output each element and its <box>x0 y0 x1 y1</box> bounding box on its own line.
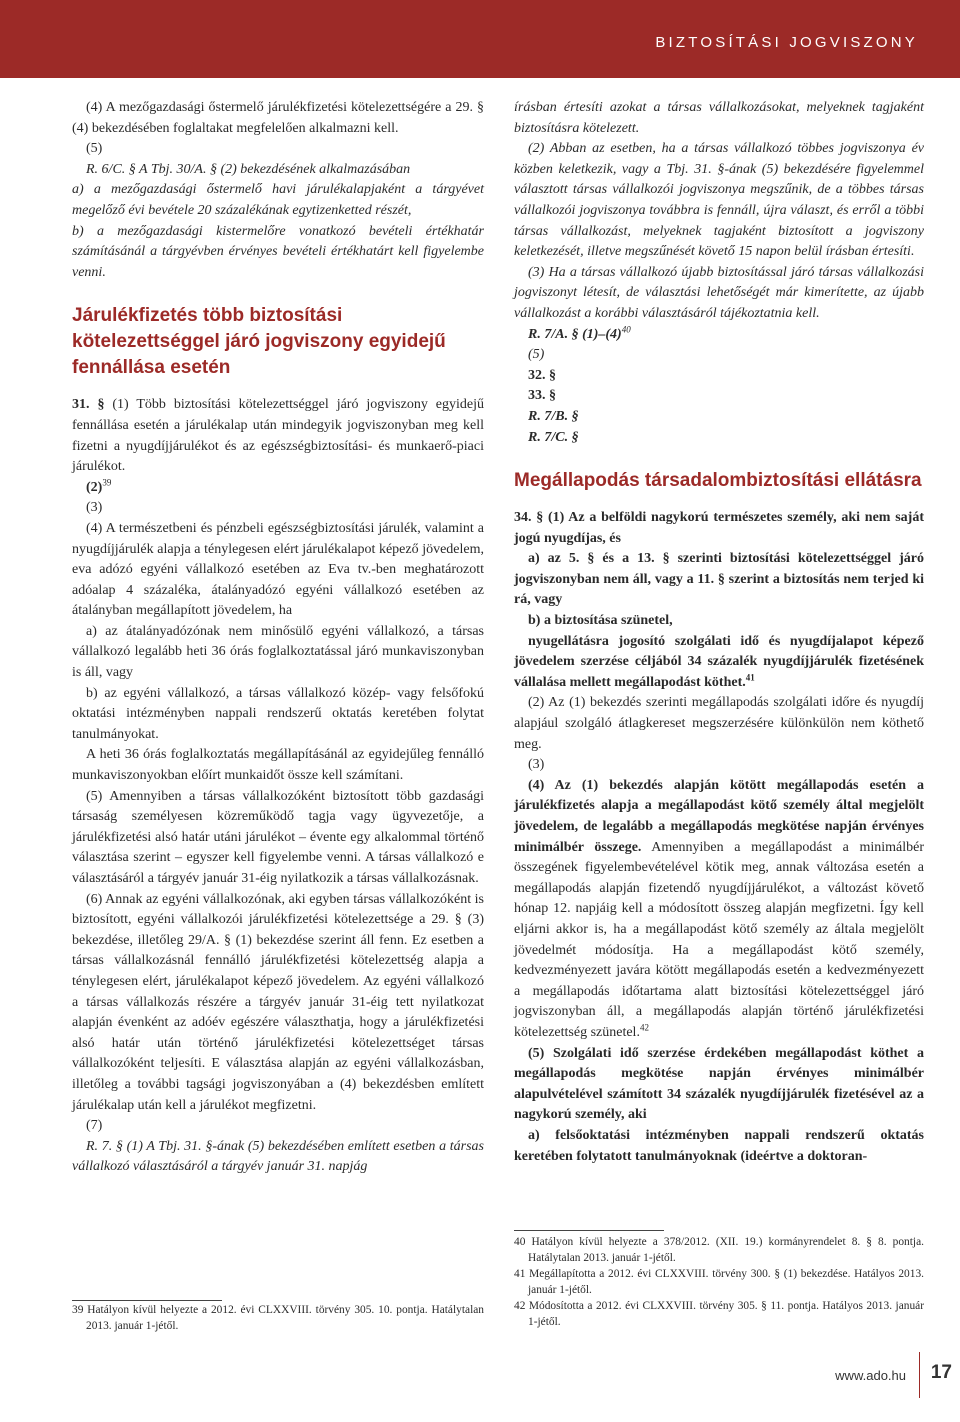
footnote: 40 Hatályon kívül helyezte a 378/2012. (XII. 19.) kormányrendelet 8. § 8. pontja. Hatálytalan 2013. január 1-jétől. <box>514 1236 924 1264</box>
paragraph: (3) Ha a társas vállalkozó újabb biztosítással járó társas vállalkozási jogviszonyt létesít, de választási lehetőségét már kimerítette, az újabb vállalkozást a korábbi választásáról tájékoztatnia kell. <box>514 264 924 321</box>
paragraph: (5) Amennyiben a társas vállalkozóként biztosított több gazdasági társaság személyesen közreműködő tagja vagy ügyvezetője, a járulékfizetési alsó határ utáni járulékot – évente egy alkalommal történő választása szerint – egyszer kell figyelembe venni. A társas vállalkozó e választásáról a tárgyév január 31-éig nyilatkozik a társas vállalkozásnak. <box>72 788 484 886</box>
paragraph: A heti 36 órás foglalkoztatás megállapításánál az egyidejűleg fennálló munkaviszonyokban előírt munkaidőt össze kell számítani. <box>72 747 484 784</box>
footnote: 42 Módosította a 2012. évi CLXXVIII. törvény 305. § 11. pontja. Hatályos 2013. január 1-jétől. <box>514 1300 924 1328</box>
paragraph: (3) <box>86 500 103 516</box>
paragraph: (4) A mezőgazdasági őstermelő járulékfizetési kötelezettségére a 29. § (4) bekezdésében foglaltakat megfelelően alkalmazni kell. <box>72 100 484 136</box>
regulation-ref: R. 7. § (1) A Tbj. 31. §-ának (5) bekezdésében említett esetben a társas vállalkozó választásáról a tárgyév január 31. napjág <box>72 1138 484 1175</box>
running-header-title: BIZTOSÍTÁSI JOGVISZONY <box>655 34 918 51</box>
section-number: 31. § <box>72 397 105 413</box>
footnote-marker: 40 <box>621 323 631 334</box>
regulation-ref: (5) <box>528 347 545 363</box>
list-item: a) az átalányadózónak nem minősülő egyéni vállalkozó, a társas vállalkozó legalább heti 36 órás foglalkoztatással járó munkaviszonyban is áll, vagy <box>72 623 484 681</box>
regulation-ref-text: R. 7/A. § (1)–(4) <box>528 326 622 342</box>
regulation-ref: R. 7/C. § <box>528 429 579 445</box>
regulation-ref: R. 7/B. § <box>528 408 579 424</box>
footnote-rule <box>72 1300 222 1301</box>
paragraph <box>514 632 924 694</box>
footnote-marker: 39 <box>102 477 112 488</box>
paragraph <box>72 395 484 477</box>
regulation-ref <box>514 325 924 346</box>
paragraph: (5) <box>86 141 103 157</box>
paragraph: írásban értesíti azokat a társas vállalkozásokat, melyeknek tagjaként biztosításra kötelezett. <box>514 100 924 136</box>
footnotes-right <box>514 1234 924 1330</box>
footer-url: www.ado.hu <box>835 1368 906 1383</box>
paragraph: 34. § (1) Az a belföldi nagykorú természetes személy, aki nem saját jogú nyugdíjas, és <box>514 510 924 546</box>
left-column <box>72 98 484 1178</box>
subsection-label: (2) <box>86 479 103 495</box>
paragraph: (7) <box>86 1118 103 1134</box>
paragraph <box>72 478 484 499</box>
list-item: a) a mezőgazdasági őstermelő havi járulékalapjaként a tárgyévet megelőző évi bevétele 20 százalékának egytizenketted részét, <box>72 182 484 218</box>
footnotes-left <box>72 1302 484 1334</box>
list-item: b) a biztosítása szünetel, <box>528 613 673 629</box>
list-item: a) az 5. § és a 13. § szerinti biztosítási kötelezettséggel járó jogviszonyban nem áll, vagy a 11. § szerint a biztosítás nem terjed ki rá, vagy <box>514 551 924 608</box>
list-item: a) felsőoktatási intézményben nappali rendszerű oktatás keretében folytatott tanulmányoknak (ideértve a doktoran- <box>514 1127 924 1164</box>
paragraph-bold-text: (4) Az (1) bekezdés alapján kötött megállapodás esetén a járulékfizetés alapja a megállapodást kötő személy által megjelölt jövedelem, de legalább a megállapodás megkötése napján érvényes minimálbér összege. <box>514 777 924 855</box>
right-column <box>514 98 924 1167</box>
paragraph <box>514 776 924 1044</box>
paragraph-text: (1) Több biztosítási kötelezettséggel járó jogviszony egyidejű fennállása esetén a járulékalap után mindegyik jogviszonyban meg kell fizetni a nyugdíjjárulékot és az egészségbiztosítási- és munkaerő-piaci járulékot. <box>72 397 484 475</box>
list-item: b) az egyéni vállalkozó, a társas vállalkozó közép- vagy felsőfokú oktatási intézményben nappali rendszerű oktatás keretében folytat tanulmányokat. <box>72 685 484 742</box>
footnote: 39 Hatályon kívül helyezte a 2012. évi CLXXVIII. törvény 305. 10. pontja. Hatálytalan 2013. január 1-jétől. <box>72 1304 484 1332</box>
paragraph-text: nyugellátásra jogosító szolgálati idő és nyugdíjalapot képező jövedelem szerzése céljából 34 százalék nyugdíjjárulék fizetésének vállalása mellett megállapodást köthet. <box>514 633 924 690</box>
footnote-marker: 42 <box>639 1022 649 1033</box>
page-number: 17 <box>930 1362 952 1383</box>
regulation-ref: R. 6/C. § A Tbj. 30/A. § (2) bekezdésének alkalmazásában <box>86 161 411 177</box>
footnote: 41 Megállapította a 2012. évi CLXXVIII. törvény 300. § (1) bekezdése. Hatályos 2013. január 1-jétől. <box>514 1268 924 1296</box>
paragraph-text: Amennyiben a megállapodást a minimálbér összegének figyelembevételével kötik meg, annak változása esetén a megállapodás alapján fizetendő nyugdíjjárulékot, a változást követő hónap 12. napjáig kell a módosított összeg alapján megfizetni. Így kell eljárni akkor is, ha a megállapodást kötő személy az általa megjelölt jövedelmét módosítja. Ha a megállapodást kötő személy, kedvezményezett javára kötött megállapodás esetén a kedvezményezett a megállapodás időtartama alatt biztosítási kötelezettséggel járó jogviszonyban áll, a megállapodás alapján történő járulékfizetési kötelezettség szünetel. <box>514 839 924 1040</box>
section-heading: Járulékfizetés több biztosítási kötelezettséggel járó jogviszony egyidejű fennállása esetén <box>72 305 446 379</box>
paragraph: (2) Az (1) bekezdés szerinti megállapodás szolgálati időre és nyugdíj alapjául szolgáló átlagkereset megszerzésére különkülön nem köthető meg. <box>514 695 924 752</box>
paragraph: (2) Abban az esetben, ha a társas vállalkozó többes jogviszonya év közben keletkezik, vagy a Tbj. 31. §-ának (5) bekezdésére figyelemmel választott társas vállalkozói jogviszonya megszűnik, de a többes társas vállalkozói jogviszonya továbbra is fennáll, újra választ, és erről a többi társas vállalkozást, melyeknek tagjaként biztosított a jogviszony keletkezését, illetve megszűnését követő 15 napon belül írásban értesíti. <box>514 141 924 260</box>
footnote-marker: 41 <box>745 672 755 683</box>
paragraph: (6) Annak az egyéni vállalkozónak, aki egyben társas vállalkozóként is biztosított, egyéni vállalkozói járulékfizetési kötelezettsége a 29. § (3) bekezdése, illetőleg 29/A. § (1) bekezdése szerint áll fenn. Ez esetben a társas vállalkozásnál fennálló járulékfizetési kötelezettség alapja a ténylegesen elért, járulékalapot képező jövedelem. Az egyéni vállalkozó a társas vállalkozás részére a tárgyév január 31-éig tett nyilatkozat alapján évenként az adóév egészére választhatja, hogy a járulékfizetési alsó határ után történő járulékfizetési kötelezettséget társas vállalkozóként teljesíti. E választása alapján az egyéni vállalkozásban, illetőleg a további tagsági jogviszonyában a (4) bekezdésben említett járulékalap után kell a járulékot megfizetni. <box>72 891 484 1113</box>
paragraph: (4) A természetbeni és pénzbeli egészségbiztosítási járulék, valamint a nyugdíjjárulék alapja a ténylegesen elért járulékalapot képező jövedelem, eva adózó egyéni vállalkozó esetében az Eva tv.-ben meghatározott adóalap 4 százaléka, átalányadózó egyéni vállalkozó esetében az átalányban megállapított jövedelem, ha <box>72 520 484 619</box>
section-ref: 33. § <box>528 388 556 404</box>
footnote-rule <box>514 1230 664 1231</box>
section-heading: Megállapodás társadalombiztosítási ellátásra <box>514 470 922 492</box>
paragraph: (5) Szolgálati idő szerzése érdekében megállapodást köthet a megállapodás megkötése napján érvényes minimálbér alapulvételével számított 34 százalék nyugdíjjárulék fizetésével az a nagykorú személy, aki <box>514 1045 924 1123</box>
paragraph: (3) <box>528 757 545 773</box>
list-item: b) a mezőgazdasági kistermelőre vonatkozó bevételi értékhatár számításánál a tárgyévben érvényes bevételi értékhatárt kell figyelembe venni. <box>72 223 484 280</box>
section-ref: 32. § <box>528 367 556 383</box>
